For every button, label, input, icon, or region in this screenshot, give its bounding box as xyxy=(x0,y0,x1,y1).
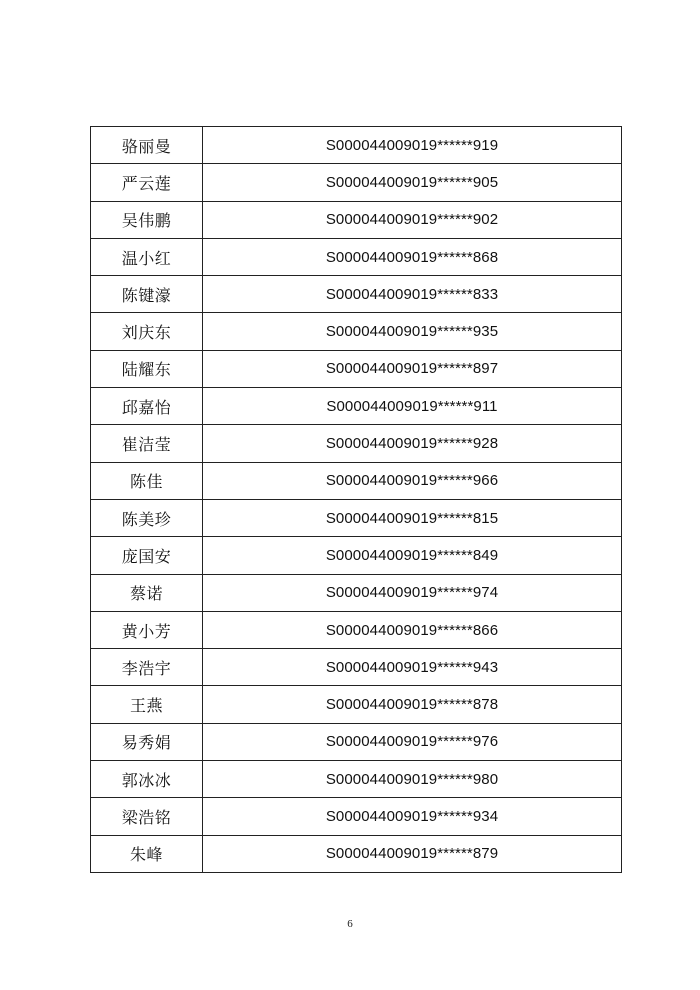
table-row xyxy=(91,611,622,648)
id-cell: S000044009019******928 xyxy=(203,425,622,462)
name-cell: 王燕 xyxy=(91,686,203,723)
name-cell: 崔洁莹 xyxy=(91,425,203,462)
table-row xyxy=(91,723,622,760)
name-cell: 吴伟鹏 xyxy=(91,201,203,238)
id-cell: S000044009019******974 xyxy=(203,574,622,611)
roster-table-body xyxy=(91,127,622,873)
table-row xyxy=(91,313,622,350)
id-cell: S000044009019******911 xyxy=(203,388,622,425)
name-cell: 梁浩铭 xyxy=(91,798,203,835)
table-row xyxy=(91,201,622,238)
table-row xyxy=(91,798,622,835)
table-row xyxy=(91,574,622,611)
name-cell: 刘庆东 xyxy=(91,313,203,350)
id-cell: S000044009019******976 xyxy=(203,723,622,760)
id-cell: S000044009019******897 xyxy=(203,350,622,387)
table-row xyxy=(91,164,622,201)
name-cell: 黄小芳 xyxy=(91,611,203,648)
id-cell: S000044009019******833 xyxy=(203,276,622,313)
name-cell: 郭冰冰 xyxy=(91,761,203,798)
id-cell: S000044009019******866 xyxy=(203,611,622,648)
table-row xyxy=(91,761,622,798)
table-row xyxy=(91,276,622,313)
table-row xyxy=(91,350,622,387)
table-row xyxy=(91,462,622,499)
id-cell: S000044009019******935 xyxy=(203,313,622,350)
id-cell: S000044009019******878 xyxy=(203,686,622,723)
id-cell: S000044009019******919 xyxy=(203,127,622,164)
name-cell: 蔡诺 xyxy=(91,574,203,611)
name-cell: 邱嘉怡 xyxy=(91,388,203,425)
name-cell: 陈键濠 xyxy=(91,276,203,313)
roster-table xyxy=(90,126,622,873)
table-row xyxy=(91,127,622,164)
table-row xyxy=(91,649,622,686)
id-cell: S000044009019******934 xyxy=(203,798,622,835)
id-cell: S000044009019******868 xyxy=(203,238,622,275)
id-cell: S000044009019******905 xyxy=(203,164,622,201)
table-row xyxy=(91,835,622,872)
name-cell: 陈佳 xyxy=(91,462,203,499)
table-row xyxy=(91,425,622,462)
id-cell: S000044009019******815 xyxy=(203,499,622,536)
id-cell: S000044009019******980 xyxy=(203,761,622,798)
id-cell: S000044009019******879 xyxy=(203,835,622,872)
name-cell: 陈美珍 xyxy=(91,499,203,536)
id-cell: S000044009019******849 xyxy=(203,537,622,574)
name-cell: 庞国安 xyxy=(91,537,203,574)
name-cell: 骆丽曼 xyxy=(91,127,203,164)
name-cell: 李浩宇 xyxy=(91,649,203,686)
page-number: 6 xyxy=(347,918,353,930)
name-cell: 陆耀东 xyxy=(91,350,203,387)
table-row xyxy=(91,499,622,536)
id-cell: S000044009019******943 xyxy=(203,649,622,686)
name-cell: 易秀娟 xyxy=(91,723,203,760)
name-cell: 温小红 xyxy=(91,238,203,275)
name-cell: 朱峰 xyxy=(91,835,203,872)
table-row xyxy=(91,388,622,425)
id-cell: S000044009019******966 xyxy=(203,462,622,499)
table-row xyxy=(91,238,622,275)
table-row xyxy=(91,686,622,723)
table-row xyxy=(91,537,622,574)
id-cell: S000044009019******902 xyxy=(203,201,622,238)
name-cell: 严云莲 xyxy=(91,164,203,201)
